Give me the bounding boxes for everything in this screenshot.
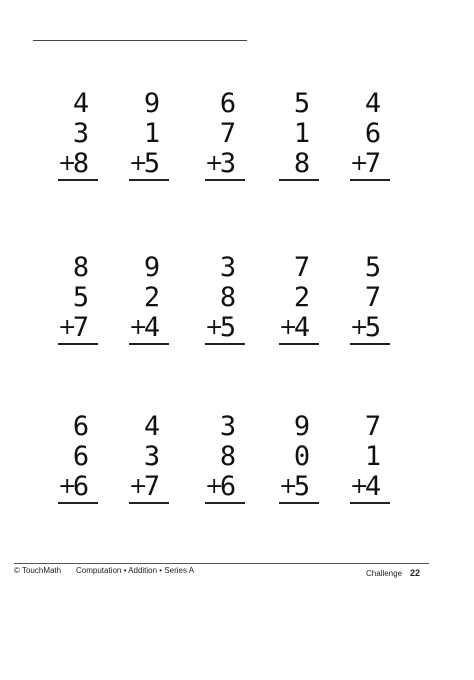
addition-problem [279, 253, 339, 349]
answer-line [350, 179, 390, 181]
addend-middle: 3 [72, 118, 90, 149]
answer-line [205, 179, 245, 181]
addend-bottom: 5 [293, 471, 311, 502]
addend-top: 5 [364, 252, 382, 283]
addend-middle: 6 [364, 118, 382, 149]
addition-problem [205, 89, 265, 185]
addend-bottom: 4 [293, 312, 311, 343]
answer-line [350, 343, 390, 345]
addition-problem [58, 253, 118, 349]
addition-problem [129, 253, 189, 349]
addend-bottom: 7 [143, 471, 161, 502]
plus-sign: + [58, 315, 77, 340]
addend-top: 5 [293, 88, 311, 119]
addend-middle: 1 [143, 118, 161, 149]
addition-problem [350, 412, 410, 508]
addend-top: 4 [72, 88, 90, 119]
answer-line [129, 502, 169, 504]
answer-line [205, 343, 245, 345]
plus-sign: + [205, 315, 224, 340]
addend-top: 7 [293, 252, 311, 283]
addend-middle: 3 [143, 441, 161, 472]
addend-bottom: 6 [219, 471, 237, 502]
addend-bottom: 7 [72, 312, 90, 343]
plus-sign: + [58, 474, 77, 499]
addend-bottom: 5 [143, 148, 161, 179]
addend-bottom: 5 [219, 312, 237, 343]
plus-sign: + [350, 151, 369, 176]
challenge-label: Challenge [366, 569, 403, 578]
addend-bottom: 3 [219, 148, 237, 179]
addend-top: 6 [219, 88, 237, 119]
name-line [33, 40, 247, 41]
answer-line [205, 502, 245, 504]
addend-top: 9 [143, 88, 161, 119]
answer-line [350, 502, 390, 504]
addend-top: 3 [219, 411, 237, 442]
answer-line [58, 179, 98, 181]
addend-middle: 7 [219, 118, 237, 149]
addition-problem [205, 253, 265, 349]
problem-row-2 [0, 253, 474, 353]
addend-top: 9 [293, 411, 311, 442]
addend-bottom: 5 [364, 312, 382, 343]
plus-sign: + [350, 315, 369, 340]
problem-row-1 [0, 89, 474, 189]
addend-top: 4 [143, 411, 161, 442]
addition-problem [129, 89, 189, 185]
addend-middle: 2 [293, 282, 311, 313]
addend-top: 7 [364, 411, 382, 442]
addend-bottom: 7 [364, 148, 382, 179]
addition-problem [58, 89, 118, 185]
addend-bottom: 4 [364, 471, 382, 502]
addend-middle: 8 [219, 441, 237, 472]
addition-problem [129, 412, 189, 508]
addend-middle: 1 [293, 118, 311, 149]
answer-line [279, 343, 319, 345]
copyright-text: © TouchMath [14, 566, 62, 575]
addition-problem [279, 412, 339, 508]
addend-bottom: 4 [143, 312, 161, 343]
plus-sign: + [279, 315, 298, 340]
addend-bottom: 6 [72, 471, 90, 502]
answer-line [129, 179, 169, 181]
addend-top: 4 [364, 88, 382, 119]
answer-line [279, 179, 319, 181]
answer-line [58, 502, 98, 504]
addition-problem [205, 412, 265, 508]
addend-middle: 8 [219, 282, 237, 313]
answer-line [129, 343, 169, 345]
addend-top: 8 [72, 252, 90, 283]
addition-problem [58, 412, 118, 508]
footer-divider [14, 563, 429, 564]
addition-problem [350, 89, 410, 185]
plus-sign: + [129, 315, 148, 340]
addend-bottom: 8 [72, 148, 90, 179]
addend-middle: 5 [72, 282, 90, 313]
addend-top: 9 [143, 252, 161, 283]
answer-line [58, 343, 98, 345]
page-number: 22 [410, 568, 421, 578]
series-label: Computation • Addition • Series A [76, 566, 195, 575]
problem-row-3 [0, 412, 474, 512]
addend-middle: 1 [364, 441, 382, 472]
plus-sign: + [129, 474, 148, 499]
addend-middle: 2 [143, 282, 161, 313]
plus-sign: + [350, 474, 369, 499]
addend-bottom: 8 [293, 148, 311, 179]
addend-top: 6 [72, 411, 90, 442]
addend-top: 3 [219, 252, 237, 283]
addition-problem [350, 253, 410, 349]
addend-middle: 7 [364, 282, 382, 313]
plus-sign: + [205, 474, 224, 499]
answer-line [279, 502, 319, 504]
addend-middle: 0 [293, 441, 311, 472]
addend-middle: 6 [72, 441, 90, 472]
plus-sign: + [205, 151, 224, 176]
addition-problem [279, 89, 339, 185]
plus-sign: + [129, 151, 148, 176]
plus-sign: + [279, 474, 298, 499]
plus-sign: + [58, 151, 77, 176]
